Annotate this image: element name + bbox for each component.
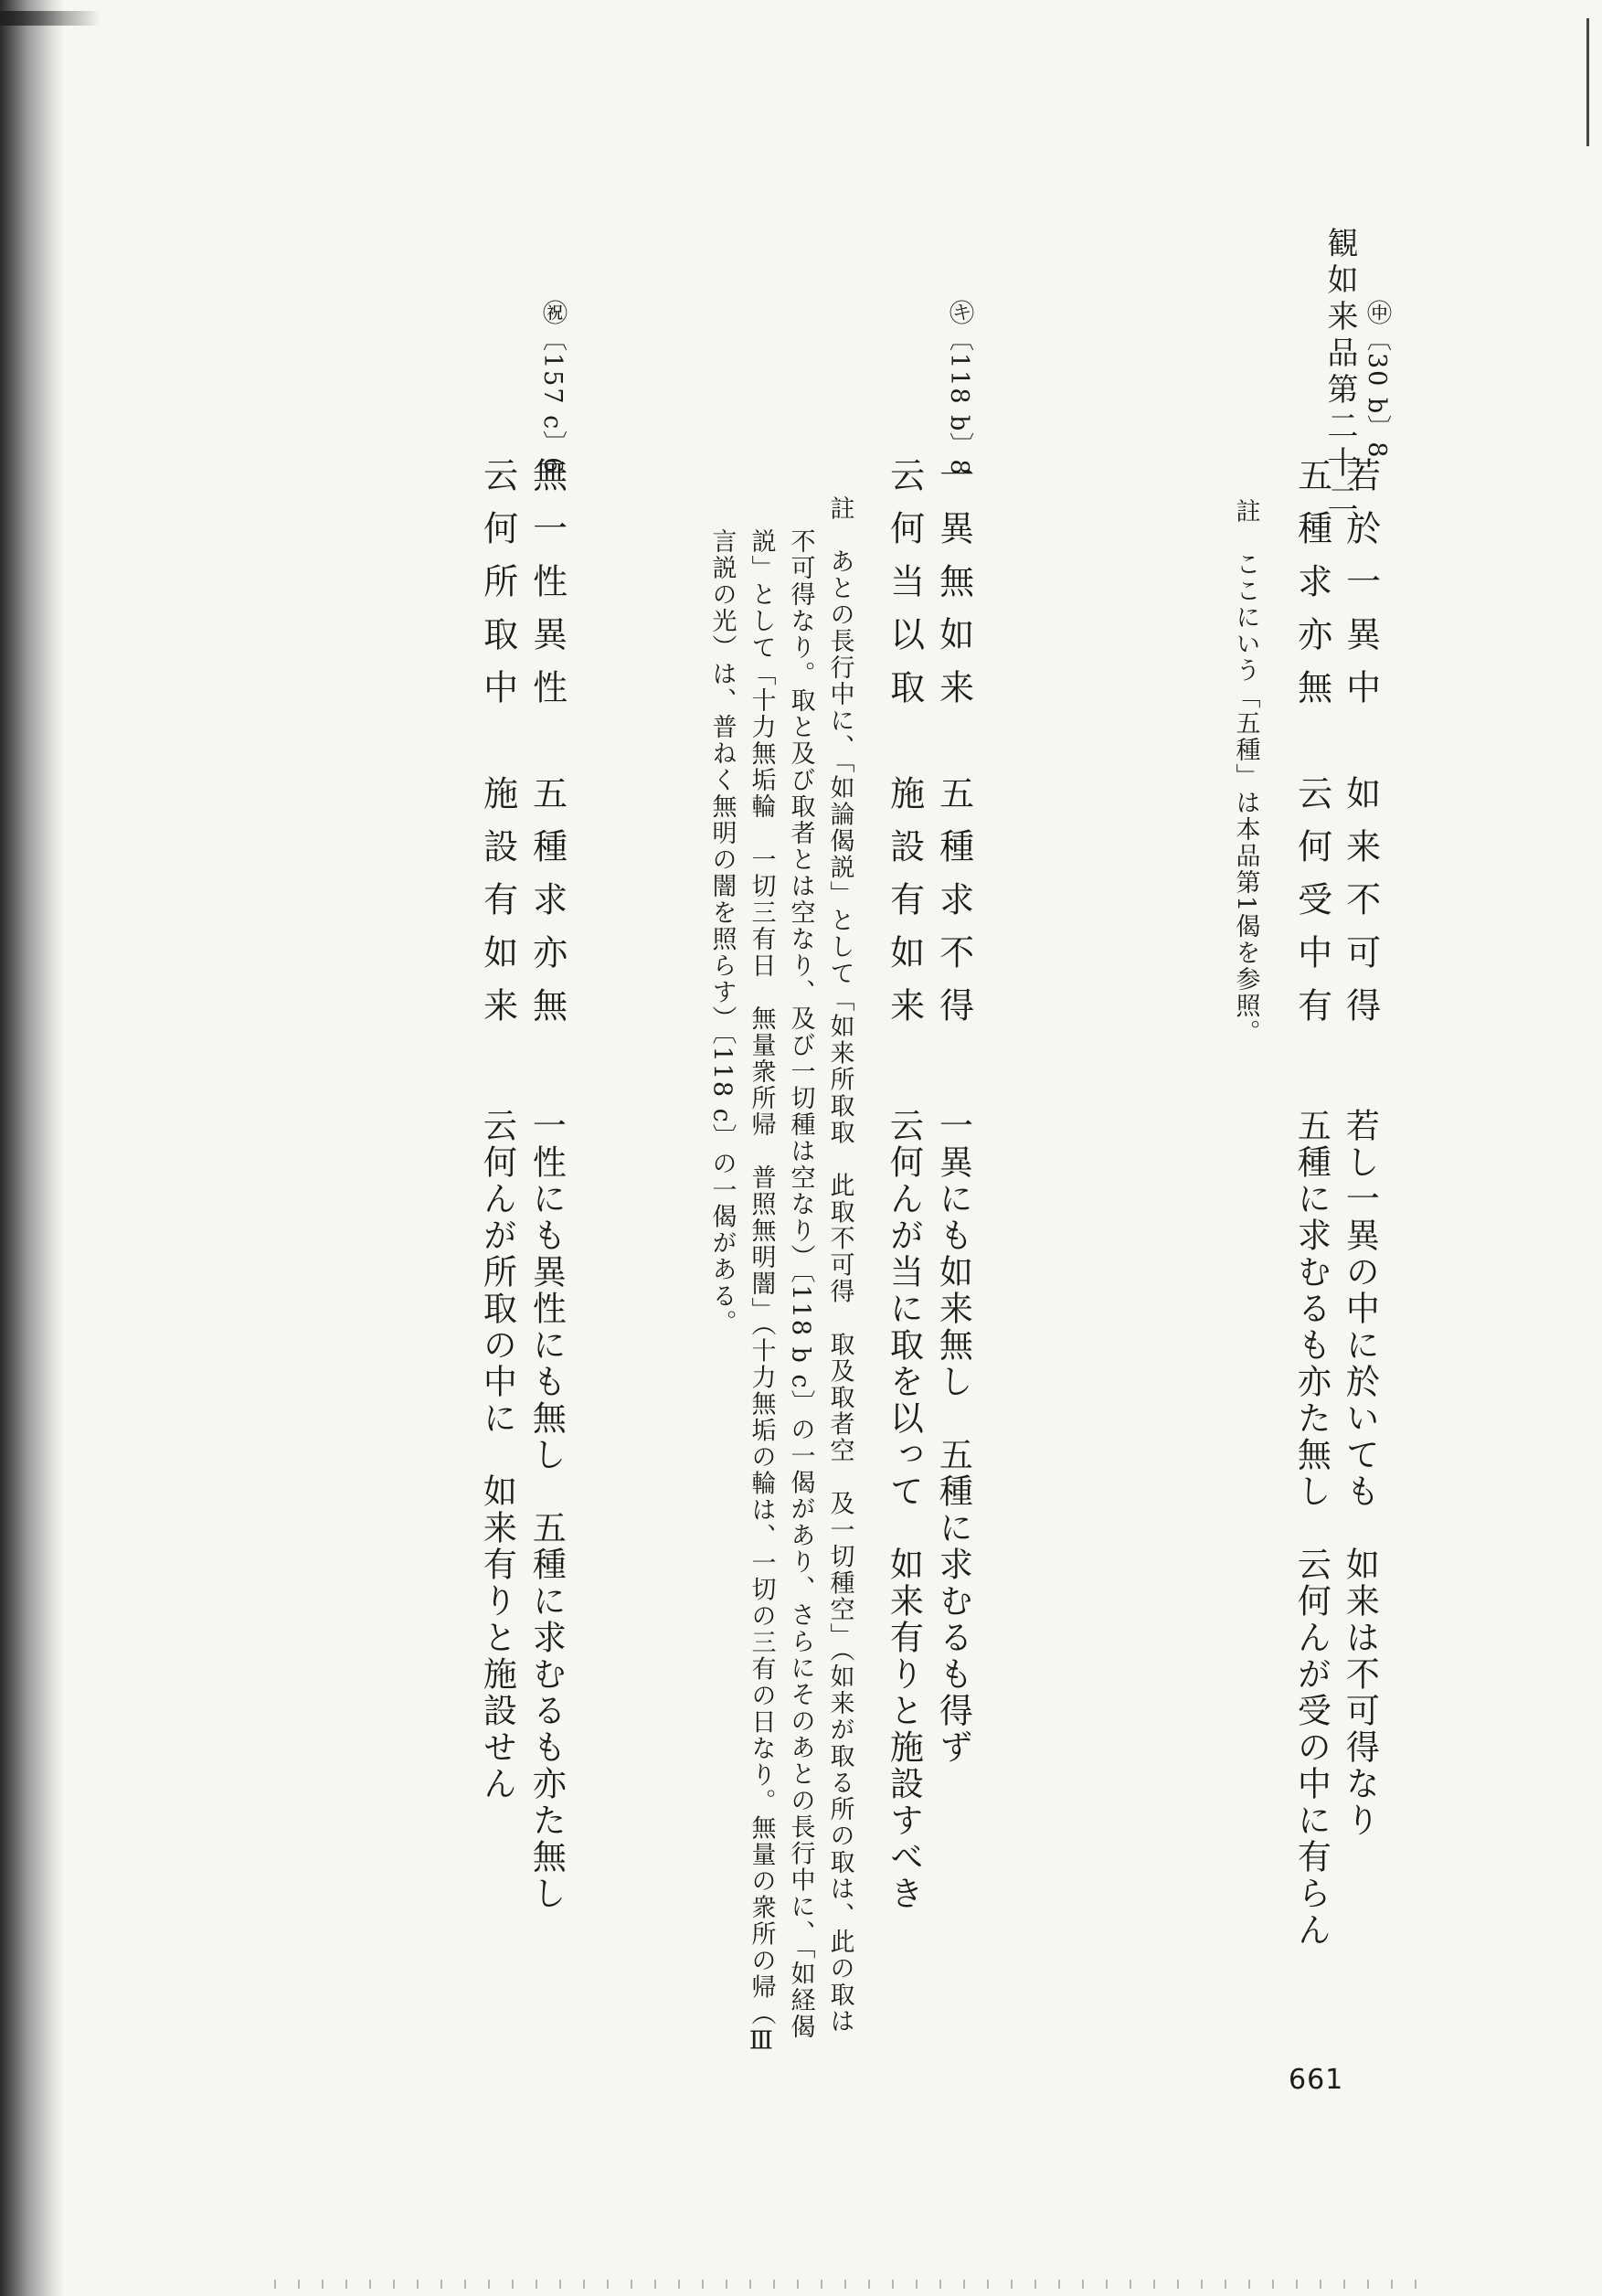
verse-reference-1: ㊥〔30 b〕8 [1363, 300, 1391, 460]
note-2-line-4: 言説の光）は、普ねく無明の闇を照らす）〔118 c〕の一偈がある。 [707, 528, 737, 1336]
page-number: 661 [1289, 2064, 1344, 2096]
page-title: 観如来品第二十二 [1321, 227, 1358, 519]
scan-mark-right [1586, 18, 1589, 146]
verse-2-line-2: 云何当以取 施設有如来 [884, 457, 925, 1040]
reading-2-line-1: 一異にも如来無し 五種に求むるも得ず [933, 1108, 973, 1766]
verse-2-line-1: 一異無如来 五種求不得 [933, 457, 974, 1040]
scan-mark-top [0, 11, 101, 26]
verse-1-line-2: 五種求亦無 云何受中有 [1291, 457, 1332, 1040]
verse-1-line-1: 若於一異中 如来不可得 [1340, 457, 1381, 1040]
reading-1-line-1: 若し一異の中に於いても 如来は不可得なり [1340, 1108, 1380, 1839]
note-2-line-2: 不可得なり。取と及び取者とは空なり、及び一切種は空なり）〔118 b c〕の一偈があり、さらにそのあとの長行中に、「如経偈 [786, 528, 815, 2041]
reading-3-line-1: 一性にも異性にも無し 五種に求むるも亦た無し [526, 1108, 567, 1912]
reading-2-line-2: 云何んが当に取を以って 如来有りと施設すべき [884, 1108, 924, 1912]
note-2-line-1: 註 あとの長行中に、「如論偈説」として「如来所取取 此取不可得 取及取者空 及一切種空」（如来が取る所の取は、此の取は [825, 495, 854, 2035]
note-1-line-1: 註 ここにいう「五種」は本品第1偈を参照。 [1231, 498, 1260, 1047]
verse-reference-3: ㊗〔157 c〕6 [538, 300, 567, 475]
verse-reference-2: ㋖〔118 b〕8 [945, 300, 973, 477]
scan-dots-bottom [274, 2280, 1419, 2289]
reading-3-line-2: 云何んが所取の中に 如来有りと施設せん [477, 1108, 517, 1802]
note-2-line-3: 説」として「十力無垢輪 一切三有日 無量衆所帰 普照無明闇」（十力無垢の輪は、一切の三有の日なり。無量の衆所の帰（Ⅲ [747, 528, 776, 2057]
verse-3-line-2: 云何所取中 施設有如来 [477, 457, 518, 1040]
reading-1-line-2: 五種に求むるも亦た無し 云何んが受の中に有らん [1291, 1108, 1331, 1949]
verse-3-line-1: 無一性異性 五種求亦無 [526, 457, 568, 1040]
scan-shadow-left [0, 0, 64, 2296]
